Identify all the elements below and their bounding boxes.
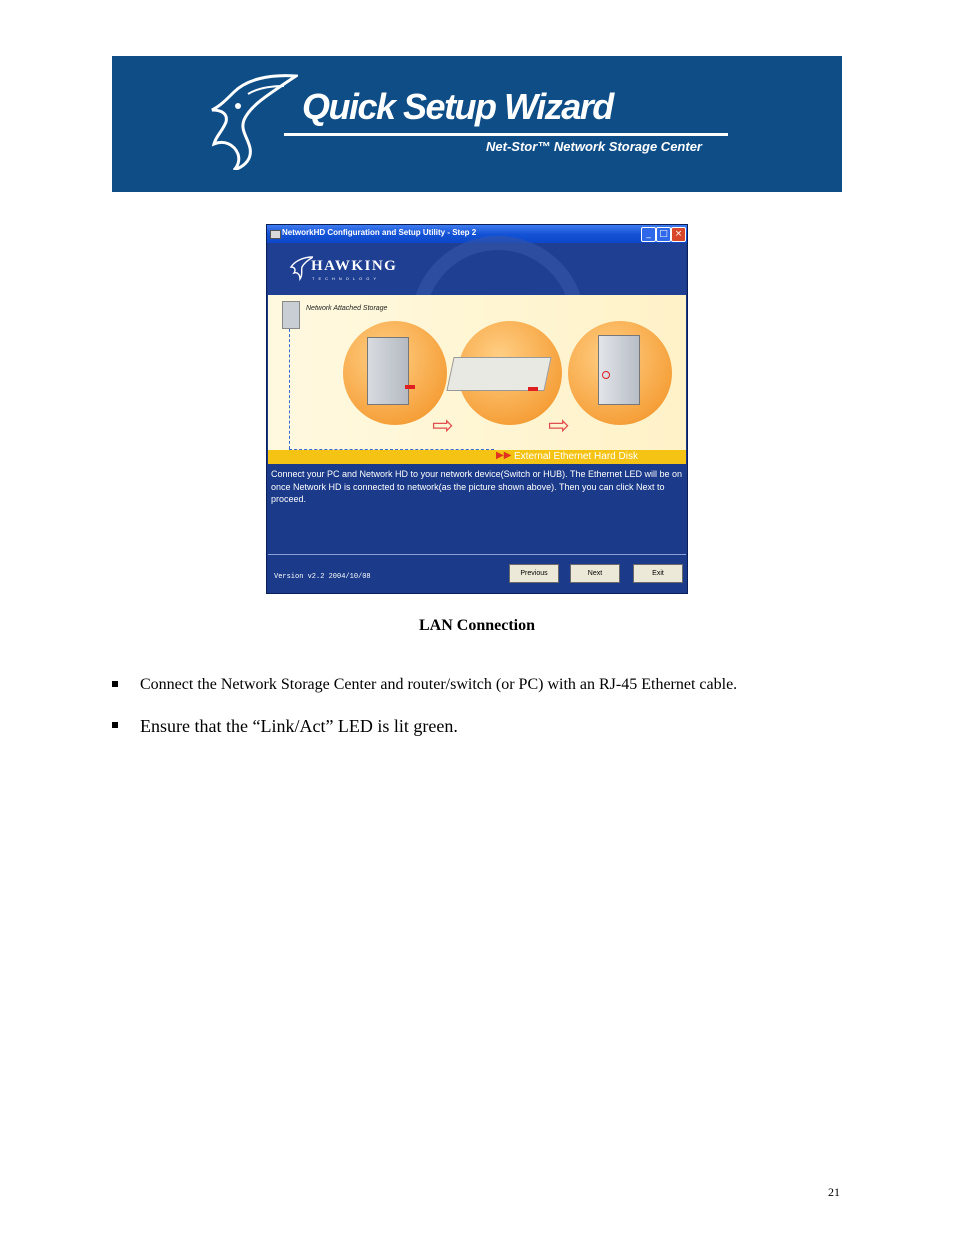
app-icon xyxy=(270,230,281,239)
nas-rear-photo xyxy=(343,321,447,425)
version-label: Version v2.2 2004/10/08 xyxy=(274,573,371,581)
connector-line xyxy=(289,329,291,449)
minimize-button[interactable]: _ xyxy=(641,227,656,242)
bullet-square-icon xyxy=(112,681,118,687)
external-disk-label: External Ethernet Hard Disk xyxy=(514,451,638,462)
hawking-bird-icon xyxy=(287,255,313,281)
banner-subtitle: Net-Stor™ Network Storage Center xyxy=(486,139,702,154)
list-item-text: Connect the Network Storage Center and router/switch (or PC) with an RJ-45 Ethernet cable. xyxy=(140,676,738,693)
step-arrow-icon: ⇨ xyxy=(432,411,454,441)
instruction-panel xyxy=(268,464,686,554)
hawking-tagline: TECHNOLOGY xyxy=(312,276,381,281)
hawking-wordmark: HAWKING xyxy=(311,258,398,274)
nas-label: Network Attached Storage xyxy=(306,305,388,312)
instruction-text: Connect your PC and Network HD to your network device(Switch or HUB). The Ethernet LED will be on once Network HD is connected to network(as the picture shown above). Then you can click Next to proceed. xyxy=(271,469,683,504)
arrow-left-icon xyxy=(405,385,415,389)
connection-illustration xyxy=(268,295,686,465)
step-arrow-icon: ⇨ xyxy=(548,411,570,441)
nas-device-icon xyxy=(282,301,300,329)
list-item-text: Ensure that the “Link/Act” LED is lit green. xyxy=(140,716,458,736)
setup-utility-window xyxy=(266,224,688,594)
window-footer xyxy=(268,554,686,594)
page-number: 21 xyxy=(828,1185,840,1199)
external-disk-bar xyxy=(268,450,686,464)
switch-photo xyxy=(458,321,562,425)
led-indicator-icon xyxy=(602,371,610,379)
nas-front-photo xyxy=(568,321,672,425)
window-title: NetworkHD Configuration and Setup Utility - Step 2 xyxy=(282,228,477,237)
next-button[interactable]: Next xyxy=(570,564,620,583)
banner-divider xyxy=(284,133,728,136)
quick-setup-banner xyxy=(112,56,842,192)
exit-button[interactable]: Exit xyxy=(633,564,683,583)
banner-title: Quick Setup Wizard xyxy=(302,86,613,127)
hawking-logo xyxy=(287,249,407,285)
arrow-right-icon xyxy=(528,387,538,391)
hawk-logo-icon xyxy=(208,70,298,170)
bullet-square-icon xyxy=(112,722,118,728)
double-arrow-icon: ▶▶ xyxy=(496,450,512,461)
previous-button[interactable]: Previous xyxy=(509,564,559,583)
maximize-button[interactable]: □ xyxy=(656,227,671,242)
close-button[interactable]: × xyxy=(671,227,686,242)
figure-caption: LAN Connection xyxy=(418,617,535,634)
